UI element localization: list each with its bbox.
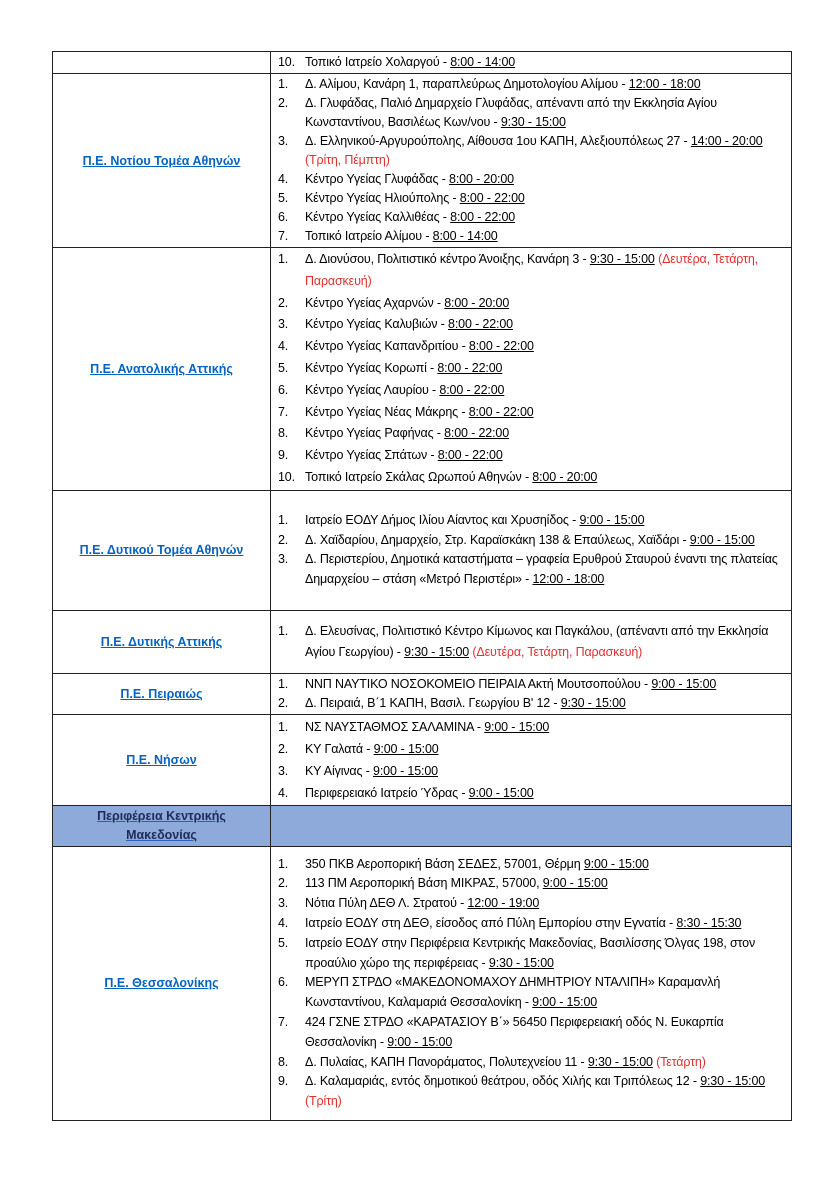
list-item: [278, 380, 787, 402]
table-row: [53, 846, 792, 1120]
location-name: Δ. Αλίμου, Κανάρη 1, παραπλεύρως Δημοτολογίου Αλίμου -: [305, 77, 629, 91]
location-name: Κέντρο Υγείας Σπάτων -: [305, 448, 438, 463]
item-number: 3.: [278, 552, 289, 567]
region-cell: [53, 490, 271, 610]
locations-cell: [271, 805, 792, 846]
opening-hours: 8:00 - 22:00: [459, 191, 525, 205]
region-header-row: [53, 805, 792, 846]
list-item: [278, 894, 787, 914]
item-text: [305, 550, 787, 589]
item-text: [305, 894, 787, 914]
list-item: [278, 855, 787, 875]
item-number: 2.: [278, 876, 289, 891]
opening-hours: 9:30 - 15:00: [404, 644, 470, 659]
item-number: 1.: [278, 77, 289, 91]
item-text: [305, 53, 787, 72]
opening-hours: 8:00 - 20:00: [449, 172, 514, 186]
item-text: [305, 445, 787, 467]
opening-hours: 9:30 - 15:00: [589, 252, 655, 266]
region-cell: [53, 248, 271, 491]
vaccination-centers-table: [52, 51, 792, 1121]
opening-hours: 14:00 - 20:00: [690, 134, 763, 148]
item-number: 7.: [278, 404, 289, 419]
location-name: ΚΥ Γαλατά -: [305, 741, 374, 756]
item-text: [305, 249, 787, 293]
location-name: Ιατρείο ΕΟΔΥ στη ΔΕΘ, είσοδος από Πύλη Εμπορίου στην Εγνατία -: [305, 915, 677, 930]
opening-hours: 8:00 - 22:00: [448, 317, 513, 332]
opening-hours: 8:00 - 14:00: [450, 55, 516, 69]
item-text: [305, 511, 787, 531]
item-text: [305, 94, 787, 132]
item-number: 7.: [278, 229, 289, 243]
list-item: [278, 358, 787, 380]
table-row: [53, 74, 792, 248]
list-item: [278, 445, 787, 467]
region-link[interactable]: Π.Ε. Νοτίου Τομέα Αθηνών: [82, 153, 241, 168]
opening-hours: 9:00 - 15:00: [542, 876, 608, 891]
item-number: 1.: [278, 719, 289, 734]
item-number: 1.: [278, 623, 289, 638]
list-item: [278, 170, 787, 189]
item-text: [305, 1072, 787, 1112]
opening-hours: 8:00 - 22:00: [468, 339, 534, 354]
list-item: [278, 716, 787, 738]
opening-hours: 9:00 - 15:00: [583, 856, 649, 871]
opening-hours: 8:00 - 22:00: [468, 404, 534, 419]
item-number: 5.: [278, 360, 289, 375]
region-cell: [53, 52, 271, 74]
locations-cell: [271, 248, 792, 491]
list-item: [278, 973, 787, 1013]
opening-hours: 9:00 - 15:00: [579, 513, 645, 528]
region-cell: [53, 805, 271, 846]
opening-hours: 8:00 - 22:00: [437, 448, 503, 463]
list-item: [278, 738, 787, 760]
days-note: (Δευτέρα, Τετάρτη, Παρασκευή): [305, 252, 758, 288]
item-text: [305, 738, 787, 760]
location-name: Κέντρο Υγείας Καλυβιών -: [305, 317, 449, 332]
location-name: Δ. Ελληνικού-Αργυρούπολης, Αίθουσα 1ου ΚΑΠΗ, Αλεξιουπόλεως 27 -: [305, 134, 691, 148]
region-cell: [53, 610, 271, 673]
list-item: [278, 934, 787, 974]
opening-hours: 8:00 - 20:00: [532, 469, 598, 484]
days-note: (Τρίτη): [305, 1094, 342, 1109]
list-item: [278, 423, 787, 445]
item-text: [305, 293, 787, 315]
region-link[interactable]: Π.Ε. Θεσσαλονίκης: [104, 976, 219, 991]
region-cell: [53, 846, 271, 1120]
list-item: [278, 132, 787, 170]
list-item: [278, 550, 787, 589]
list-item: [278, 531, 787, 551]
list-item: [278, 782, 787, 804]
opening-hours: 12:00 - 18:00: [628, 77, 701, 91]
item-number: 1.: [278, 252, 289, 266]
location-name: Δ. Καλαμαριάς, εντός δημοτικού θεάτρου, οδός Χιλής και Τριπόλεως 12 -: [305, 1074, 701, 1089]
locations-cell: [271, 846, 792, 1120]
list-item: [278, 1013, 787, 1053]
opening-hours: 8:30 - 15:30: [676, 915, 742, 930]
days-note: (Δευτέρα, Τετάρτη, Παρασκευή): [472, 644, 643, 659]
region-cell: [53, 714, 271, 805]
list-item: [278, 249, 787, 293]
days-note: (Τετάρτη): [656, 1054, 706, 1069]
item-number: 6.: [278, 210, 289, 224]
location-name: Κέντρο Υγείας Καπανδριτίου -: [305, 339, 469, 354]
item-text: [305, 336, 787, 358]
region-link[interactable]: Π.Ε. Πειραιώς: [120, 686, 203, 701]
list-item: [278, 675, 787, 694]
location-name: Τοπικό Ιατρείο Αλίμου -: [305, 229, 433, 243]
location-name: Τοπικό Ιατρείο Χολαργού -: [305, 55, 451, 69]
item-number: 4.: [278, 339, 289, 354]
item-number: 3.: [278, 896, 289, 911]
location-name: Δ. Χαϊδαρίου, Δημαρχείο, Στρ. Καραϊσκάκη 138 & Επαύλεως, Χαϊδάρι -: [305, 532, 690, 547]
list-item: [278, 402, 787, 424]
item-number: 4.: [278, 915, 289, 930]
opening-hours: 9:00 - 15:00: [468, 785, 534, 800]
item-text: [305, 716, 787, 738]
opening-hours: 9:30 - 15:00: [700, 1074, 766, 1089]
location-name: Ιατρείο ΕΟΔΥ Δήμος Ιλίου Αίαντος και Χρυσηίδος -: [305, 513, 580, 528]
opening-hours: 9:30 - 15:00: [560, 695, 626, 710]
item-number: 2.: [278, 741, 289, 756]
locations-cell: [271, 610, 792, 673]
location-name: Κέντρο Υγείας Ραφήνας -: [305, 426, 445, 441]
item-text: [305, 75, 787, 94]
item-number: 1.: [278, 676, 289, 691]
opening-hours: 9:30 - 15:00: [488, 955, 554, 970]
item-number: 9.: [278, 1074, 289, 1089]
location-name: Δ. Ελευσίνας, Πολιτιστικό Κέντρο Κίμωνος και Παγκάλου, (απέναντι από την Εκκλησία Αγίου Γεωργίου) -: [305, 623, 769, 659]
region-cell: [53, 673, 271, 714]
location-name: Κέντρο Υγείας Αχαρνών -: [305, 295, 445, 310]
location-name: ΚΥ Αίγινας -: [305, 763, 374, 778]
locations-cell: [271, 74, 792, 248]
list-item: [278, 75, 787, 94]
list-item: [278, 94, 787, 132]
item-text: [305, 189, 787, 208]
location-name: Κέντρο Υγείας Ηλιούπολης -: [305, 191, 460, 205]
location-name: Νότια Πύλη ΔΕΘ Λ. Στρατού -: [305, 896, 468, 911]
item-text: [305, 380, 787, 402]
list-item: [278, 189, 787, 208]
item-number: 5.: [278, 191, 289, 205]
location-name: ΝΝΠ ΝΑΥΤΙΚΟ ΝΟΣΟΚΟΜΕΙΟ ΠΕΙΡΑΙΑ Ακτή Μουτσοπούλου -: [305, 676, 652, 691]
item-number: 2.: [278, 532, 289, 547]
location-name: ΝΣ ΝΑΥΣΤΑΘΜΟΣ ΣΑΛΑΜΙΝΑ -: [305, 719, 485, 734]
location-name: Κέντρο Υγείας Γλυφάδας -: [305, 172, 450, 186]
region-header-title: Περιφέρεια Κεντρικής Μακεδονίας: [97, 808, 226, 842]
list-item: [278, 208, 787, 227]
item-text: [305, 170, 787, 189]
item-number: 2.: [278, 96, 289, 110]
location-name: Κέντρο Υγείας Λαυρίου -: [305, 382, 440, 397]
location-name: 350 ΠΚΒ Αεροπορική Βάση ΣΕΔΕΣ, 57001, Θέρμη: [305, 856, 584, 871]
region-link[interactable]: Π.Ε. Δυτικής Αττικής: [100, 634, 223, 649]
list-item: [278, 1053, 787, 1073]
item-text: [305, 467, 787, 489]
item-text: [305, 423, 787, 445]
table-row: [53, 490, 792, 610]
list-item: [278, 621, 787, 663]
item-number: 10.: [278, 469, 295, 484]
list-item: [278, 227, 787, 246]
opening-hours: 9:00 - 15:00: [373, 741, 439, 756]
opening-hours: 8:00 - 22:00: [450, 210, 516, 224]
opening-hours: 8:00 - 14:00: [432, 229, 498, 243]
list-item: [278, 874, 787, 894]
location-name: Δ. Πυλαίας, ΚΑΠΗ Πανοράματος, Πολυτεχνείου 11 -: [305, 1054, 588, 1069]
location-name: 424 ΓΣΝΕ ΣΤΡΔΟ «ΚΑΡΑΤΑΣΙΟΥ Β΄» 56450 Περιφερειακή οδός Ν. Ευκαρπία Θεσσαλονίκη -: [305, 1014, 724, 1049]
opening-hours: 9:00 - 15:00: [651, 676, 717, 691]
table-row: [53, 52, 792, 74]
location-name: Κέντρο Υγείας Καλλιθέας -: [305, 210, 451, 224]
region-link[interactable]: Π.Ε. Ανατολικής Αττικής: [90, 361, 233, 376]
region-link[interactable]: Π.Ε. Δυτικού Τομέα Αθηνών: [79, 543, 244, 558]
table-row: [53, 714, 792, 805]
location-name: Περιφερειακό Ιατρείο Ύδρας -: [305, 785, 469, 800]
list-item: [278, 336, 787, 358]
opening-hours: 9:00 - 15:00: [484, 719, 550, 734]
locations-cell: [271, 52, 792, 74]
list-item: [278, 694, 787, 713]
item-text: [305, 132, 787, 170]
opening-hours: 12:00 - 19:00: [467, 896, 540, 911]
item-number: 1.: [278, 856, 289, 871]
item-text: [305, 914, 787, 934]
item-text: [305, 227, 787, 246]
opening-hours: 9:00 - 15:00: [689, 532, 755, 547]
opening-hours: 8:00 - 22:00: [444, 426, 510, 441]
location-name: Δ. Διονύσου, Πολιτιστικό κέντρο Άνοιξης, Κανάρη 3 -: [305, 252, 590, 266]
days-note: (Τρίτη, Πέμπτη): [305, 153, 390, 167]
item-text: [305, 1053, 787, 1073]
locations-cell: [271, 673, 792, 714]
item-text: [305, 874, 787, 894]
location-name: 113 ΠΜ Αεροπορική Βάση ΜΙΚΡΑΣ, 57000,: [305, 876, 543, 891]
item-number: 2.: [278, 695, 289, 710]
opening-hours: 9:00 - 15:00: [387, 1034, 453, 1049]
item-text: [305, 675, 787, 694]
item-number: 3.: [278, 134, 289, 148]
opening-hours: 9:00 - 15:00: [373, 763, 438, 778]
location-name: Τοπικό Ιατρείο Σκάλας Ωρωπού Αθηνών -: [305, 469, 533, 484]
list-item: [278, 914, 787, 934]
item-text: [305, 621, 787, 663]
item-number: 8.: [278, 426, 289, 441]
item-number: 2.: [278, 295, 289, 310]
item-text: [305, 314, 787, 336]
location-name: Δ. Πειραιά, Β΄1 ΚΑΠΗ, Βασιλ. Γεωργίου Β' 12 -: [305, 695, 561, 710]
opening-hours: 8:00 - 22:00: [439, 382, 505, 397]
location-name: Κέντρο Υγείας Κορωπί -: [305, 360, 438, 375]
locations-cell: [271, 714, 792, 805]
item-number: 5.: [278, 935, 289, 950]
region-cell: [53, 74, 271, 248]
region-link[interactable]: Π.Ε. Νήσων: [126, 752, 197, 767]
table-row: [53, 248, 792, 491]
table-row: [53, 673, 792, 714]
item-number: 7.: [278, 1014, 289, 1029]
item-text: [305, 531, 787, 551]
location-name: Κέντρο Υγείας Νέας Μάκρης -: [305, 404, 469, 419]
item-text: [305, 760, 787, 782]
opening-hours: 8:00 - 20:00: [444, 295, 510, 310]
item-text: [305, 358, 787, 380]
location-name: ΜΕΡΥΠ ΣΤΡΔΟ «ΜΑΚΕΔΟΝΟΜΑΧΟΥ ΔΗΜΗΤΡΙΟΥ ΝΤΑΛΙΠΗ» Καραμανλή Κωνσταντίνου, Καλαμαριά Θεσσαλονίκη -: [305, 975, 721, 1010]
item-number: 6.: [278, 975, 289, 990]
item-text: [305, 973, 787, 1013]
table-row: [53, 610, 792, 673]
item-number: 9.: [278, 448, 289, 463]
opening-hours: 8:00 - 22:00: [437, 360, 503, 375]
list-item: [278, 293, 787, 315]
location-name: Ιατρείο ΕΟΔΥ στην Περιφέρεια Κεντρικής Μακεδονίας, Βασιλίσσης Όλγας 198, στον προαύλιο χώρο της περιφέρειας -: [305, 935, 756, 970]
item-number: 1.: [278, 513, 289, 528]
item-text: [305, 934, 787, 974]
list-item: [278, 760, 787, 782]
list-item: [278, 511, 787, 531]
list-item: [278, 1072, 787, 1112]
location-name: Δ. Περιστερίου, Δημοτικά καταστήματα – γραφεία Ερυθρού Σταυρού έναντι της πλατείας Δημαρχείου – στάση «Μετρό Περιστέρι» -: [305, 552, 778, 586]
item-number: 4.: [278, 785, 289, 800]
list-item: [278, 467, 787, 489]
item-text: [305, 782, 787, 804]
list-item: [278, 53, 787, 72]
item-number: 10.: [278, 55, 295, 69]
item-text: [305, 402, 787, 424]
item-number: 3.: [278, 763, 289, 778]
item-text: [305, 694, 787, 713]
item-text: [305, 1013, 787, 1053]
item-text: [305, 855, 787, 875]
item-number: 3.: [278, 317, 289, 332]
item-number: 4.: [278, 172, 289, 186]
item-number: 8.: [278, 1054, 289, 1069]
item-number: 6.: [278, 382, 289, 397]
opening-hours: 12:00 - 18:00: [532, 571, 605, 586]
list-item: [278, 314, 787, 336]
opening-hours: 9:30 - 15:00: [587, 1054, 653, 1069]
opening-hours: 9:30 - 15:00: [500, 115, 566, 129]
location-name: Δ. Γλυφάδας, Παλιό Δημαρχείο Γλυφάδας, απέναντι από την Εκκλησία Αγίου Κωνσταντίνου, Βασιλέως Κων/νου -: [305, 96, 717, 129]
opening-hours: 9:00 - 15:00: [532, 995, 598, 1010]
locations-cell: [271, 490, 792, 610]
item-text: [305, 208, 787, 227]
